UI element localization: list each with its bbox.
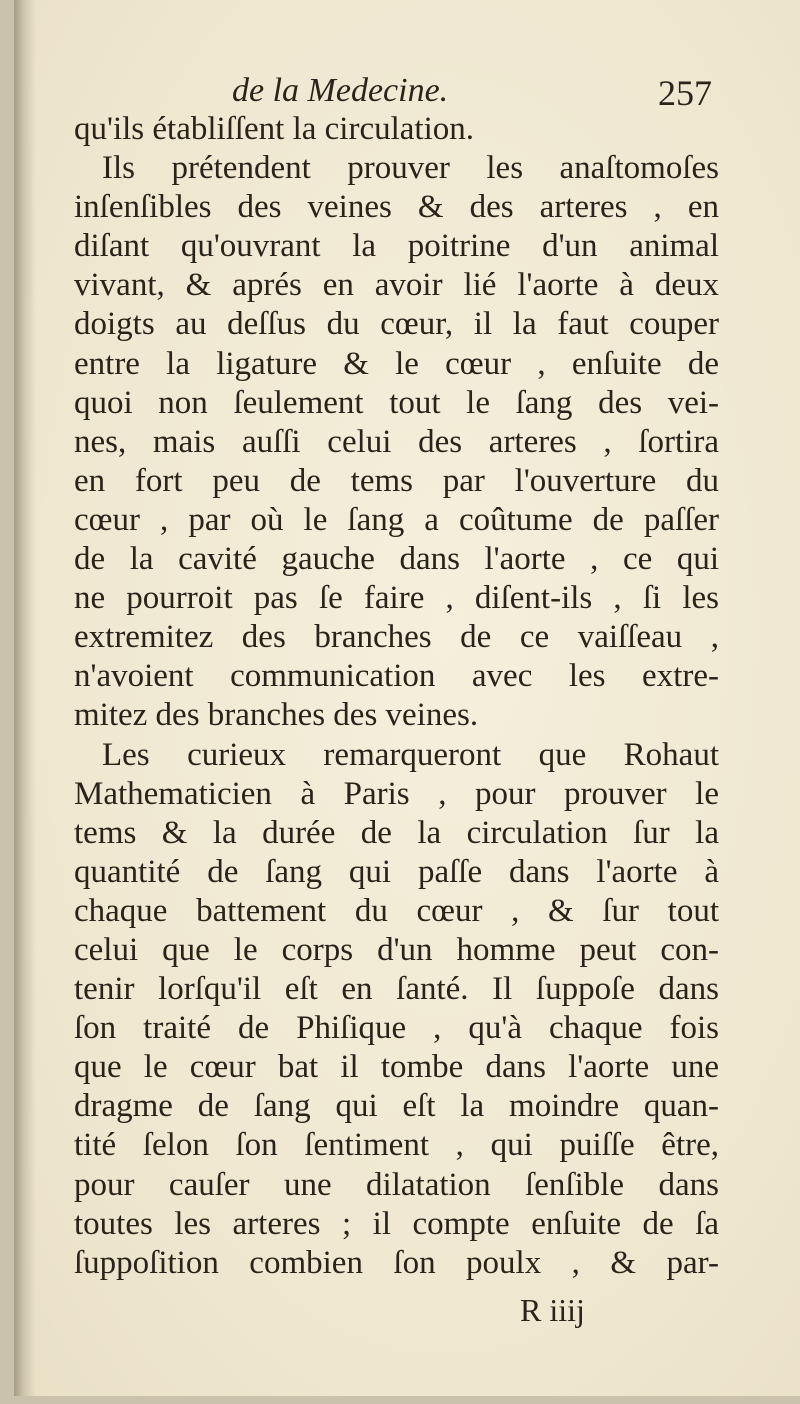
text-line: tems & la durée de la circulation ſur la [74, 814, 719, 851]
text-line: de la cavité gauche dans l'aorte , ce qui [74, 541, 719, 578]
text-line: ſuppoſition combien ſon poulx , & par- [74, 1244, 719, 1281]
text-line: nes, mais auſſi celui des arteres , ſortira [74, 423, 719, 460]
text-line: celui que le corps d'un homme peut con- [74, 931, 719, 968]
gutter-shadow [14, 0, 36, 1396]
text-line: qu'ils établiſſent la circulation. [74, 111, 474, 147]
text-line: doigts au deſſus du cœur, il la faut couper [74, 306, 719, 343]
running-title: de la Medecine. [232, 72, 449, 109]
page-number: 257 [658, 73, 712, 113]
text-line: ne pourroit pas ſe faire , diſent-ils , ſi les [74, 580, 719, 617]
text-line: cœur , par où le ſang a coûtume de paſſer [74, 501, 719, 538]
text-line: Ils prétendent prouver les anaſtomoſes [102, 150, 719, 187]
text-line: diſant qu'ouvrant la poitrine d'un animal [74, 228, 719, 265]
text-line: toutes les arteres ; il compte enſuite de ſa [74, 1205, 719, 1242]
text-line: inſenſibles des veines & des arteres , en [74, 189, 719, 226]
text-line: en fort peu de tems par l'ouverture du [74, 462, 719, 499]
text-line: ſon traité de Phiſique , qu'à chaque fois [74, 1010, 719, 1047]
text-line: mitez des branches des veines. [74, 697, 479, 734]
text-line: vivant, & aprés en avoir lié l'aorte à deux [74, 267, 719, 304]
text-line: dragme de ſang qui eſt la moindre quan- [74, 1088, 719, 1125]
text-line: n'avoient communication avec les extre- [74, 658, 719, 695]
text-line: tité ſelon ſon ſentiment , qui puiſſe être, [74, 1127, 719, 1164]
text-line: entre la ligature & le cœur , enſuite de [74, 345, 719, 382]
text-line: tenir lorſqu'il eſt en ſanté. Il ſuppoſe dans [74, 971, 719, 1008]
text-line: quoi non ſeulement tout le ſang des vei- [74, 384, 719, 421]
text-line: Mathematicien à Paris , pour prouver le [74, 775, 719, 812]
text-line: chaque battement du cœur , & ſur tout [74, 892, 719, 929]
text-line: Les curieux remarqueront que Rohaut [102, 736, 719, 773]
text-line: quantité de ſang qui paſſe dans l'aorte à [74, 853, 719, 890]
text-line: pour cauſer une dilatation ſenſible dans [74, 1166, 719, 1203]
text-line: extremitez des branches de ce vaiſſeau , [74, 619, 719, 656]
text-line: que le cœur bat il tombe dans l'aorte une [74, 1049, 719, 1086]
signature-mark: R iiij [520, 1292, 585, 1328]
body-text [74, 110, 719, 1283]
